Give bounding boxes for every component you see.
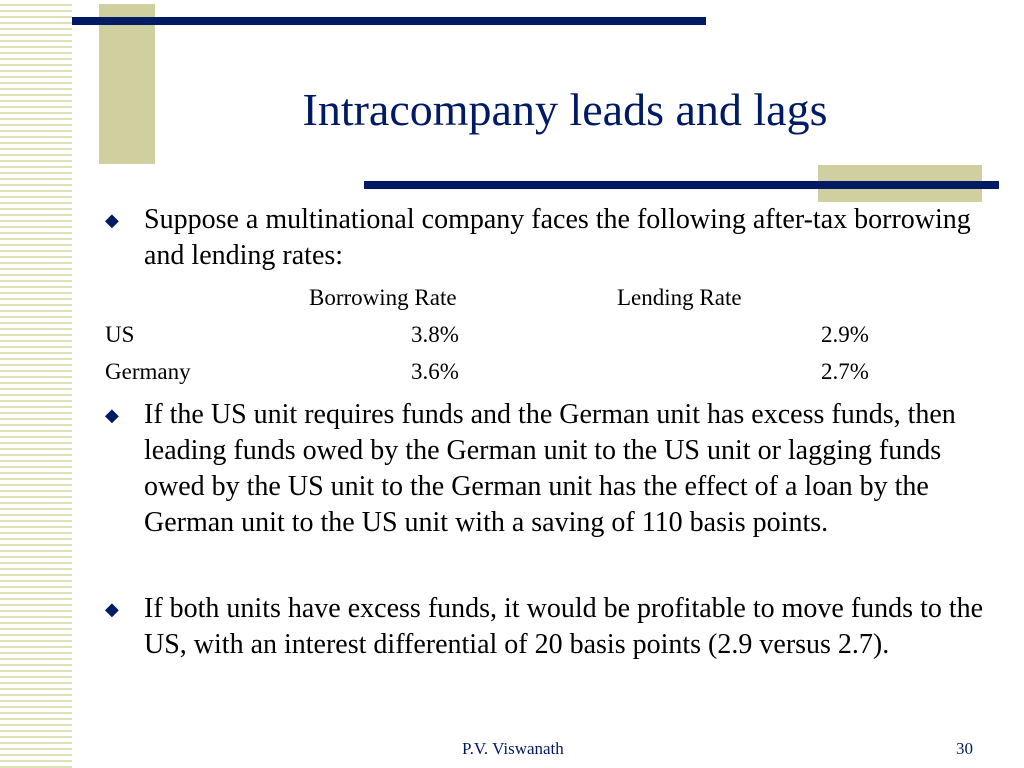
table-row-lending: 2.9%	[821, 322, 869, 347]
decorative-navy-line-bottom	[364, 181, 999, 189]
bullet-item-1	[105, 202, 985, 274]
decorative-navy-line-top	[72, 17, 706, 25]
bullet-item-3	[105, 591, 985, 663]
bullet-item-2	[105, 397, 985, 541]
bullet-text: If both units have excess funds, it would be profitable to move funds to the US, with an interest differential of 20 basis points (2.9 versus 2.7).	[144, 593, 984, 660]
decorative-tan-block-top	[99, 4, 155, 164]
bullet-text: Suppose a multinational company faces the following after-tax borrowing and lending rates:	[144, 204, 971, 271]
table-row-borrowing: 3.8%	[411, 322, 459, 347]
bullet-text: If the US unit requires funds and the German unit has excess funds, then leading funds owed by the German unit to the US unit or lagging funds owed by the US unit to the German unit has the effect of a loan by the German unit to the US unit with a saving of 110 basis points.	[144, 399, 956, 538]
table-row-country: Germany	[105, 359, 191, 384]
table-row-borrowing: 3.6%	[411, 359, 459, 384]
footer-author: P.V. Viswanath	[462, 739, 564, 758]
table-row-country: US	[105, 322, 135, 347]
footer-page-number: 30	[956, 739, 973, 758]
decorative-stripes	[0, 0, 72, 768]
table-header-lending: Lending Rate	[617, 285, 742, 310]
table-row-lending: 2.7%	[821, 359, 869, 384]
diamond-bullet-icon: ◆	[105, 210, 119, 230]
diamond-bullet-icon: ◆	[105, 405, 119, 425]
table-header-borrowing: Borrowing Rate	[309, 285, 457, 310]
slide-title: Intracompany leads and lags	[302, 84, 828, 135]
diamond-bullet-icon: ◆	[105, 599, 119, 619]
